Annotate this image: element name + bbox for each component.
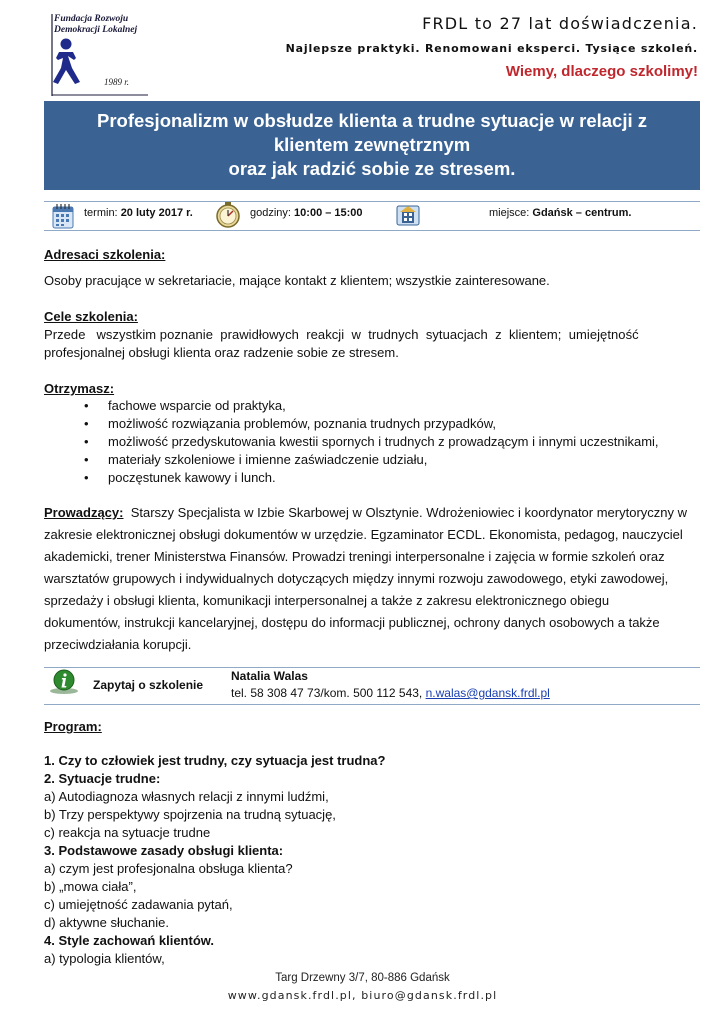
list-item: • możliwość rozwiązania problemów, poznania trudnych przypadków, — [84, 415, 659, 433]
logo-name-line1: Fundacja Rozwoju — [54, 14, 129, 24]
contact-phone: tel. 58 308 47 73/kom. 500 112 543, — [231, 686, 426, 700]
program-item: 2. Sytuacje trudne: — [44, 771, 161, 786]
program-list — [44, 752, 385, 968]
date-info — [84, 207, 193, 219]
date-label: termin: — [84, 207, 118, 219]
course-title-line3: oraz jak radzić sobie ze stresem. — [228, 158, 516, 179]
program-heading: Program: — [44, 719, 102, 734]
program-item: 4. Style zachowań klientów. — [44, 933, 215, 948]
list-item: • możliwość przedyskutowania kwestii spornych i trudnych z prowadzącym i innymi uczestnikami, — [84, 433, 659, 451]
list-item: • fachowe wsparcie od praktyka, — [84, 397, 659, 415]
program-item: a) Autodiagnoza własnych relacji z innymi ludźmi, — [44, 789, 329, 804]
benefits-list — [84, 397, 659, 487]
goals-text-line1: Przede wszystkim poznanie prawidłowych reakcji w trudnych sytuacjach z klientem; umiejętność — [44, 327, 639, 342]
info-icon — [48, 669, 80, 695]
course-title-line1: Profesjonalizm w obsłudze klienta a trudne sytuacje w relacji z — [96, 110, 648, 131]
trainer-text-2: akademicki, trener Ministerstwa Finansów. Prowadzi treningi interpersonalne i zajęcia w formie szkoleń oraz — [44, 549, 665, 564]
hours-value: 10:00 – 15:00 — [294, 207, 363, 219]
program-item: c) reakcja na sytuacje trudne — [44, 825, 211, 840]
hours-info — [250, 207, 363, 219]
audience-text: Osoby pracujące w sekretariacie, mające kontakt z klientem; wszystkie zainteresowane. — [44, 273, 550, 288]
goals-text-line2: profesjonalnej obsługi klienta oraz radzenie sobie ze stresem. — [44, 345, 399, 360]
program-item: a) typologia klientów, — [44, 951, 165, 966]
program-item: d) aktywne słuchanie. — [44, 915, 170, 930]
program-item: c) umiejętność zadawania pytań, — [44, 897, 233, 912]
trainer-line-0 — [44, 504, 687, 522]
logo-name-line2: Demokracji Lokalnej — [54, 25, 138, 35]
program-item: 3. Podstawowe zasady obsługi klienta: — [44, 843, 284, 858]
course-title-line2: klientem zewnętrznym — [273, 134, 471, 155]
place-value: Gdańsk – centrum. — [532, 207, 632, 219]
place-label: miejsce: — [489, 207, 530, 219]
program-item: a) czym jest profesjonalna obsługa klienta? — [44, 861, 293, 876]
hours-label: godziny: — [250, 207, 291, 219]
calendar-icon — [52, 203, 74, 229]
header-subtitle: Najlepsze praktyki. Renomowani eksperci. Tysiące szkoleń. — [285, 42, 698, 55]
footer-web: www.gdansk.frdl.pl, biuro@gdansk.frdl.pl — [227, 989, 498, 1002]
trainer-text-1: zakresie elektronicznej obsługi dokumentów w urzędzie. Egzaminator ECDL. Ekonomista, pedagog, nauczyciel — [44, 527, 683, 542]
location-building-icon — [396, 203, 420, 227]
contact-details — [231, 686, 550, 700]
place-info — [489, 207, 631, 219]
program-item: b) „mowa ciała”, — [44, 879, 137, 894]
trainer-text-4: sprzedaży i obsługi klienta, komunikacji interpersonalnej a także z zakresu elektronicznego obiegu — [44, 593, 610, 608]
benefits-heading: Otrzymasz: — [44, 381, 115, 396]
footer-address: Targ Drzewny 3/7, 80-886 Gdańsk — [275, 972, 450, 984]
trainer-heading: Prowadzący: — [44, 505, 124, 520]
trainer-text-3: warsztatów grupowych i indywidualnych dotyczących między innymi rozwoju zawodowego, etyki zawodowej, — [44, 571, 669, 586]
stopwatch-icon — [215, 202, 241, 228]
trainer-text-0: Starszy Specjalista w Izbie Skarbowej w Olsztynie. Wdrożeniowiec i koordynator merytoryczny w — [123, 505, 688, 520]
program-item: 1. Czy to człowiek jest trudny, czy sytuacja jest trudna? — [44, 753, 386, 768]
program-item: b) Trzy perspektywy spojrzenia na trudną sytuację, — [44, 807, 336, 822]
ask-about-training-label: Zapytaj o szkolenie — [93, 678, 204, 692]
contact-email-link[interactable]: n.walas@gdansk.frdl.pl — [425, 686, 550, 700]
course-title-banner — [44, 101, 700, 190]
trainer-text-6: przeciwdziałania korupcji. — [44, 637, 192, 652]
logo-year: 1989 r. — [104, 77, 130, 87]
audience-heading: Adresaci szkolenia: — [44, 247, 166, 262]
goals-heading: Cele szkolenia: — [44, 309, 138, 324]
contact-name: Natalia Walas — [231, 669, 308, 683]
header-title: FRDL to 27 lat doświadczenia. — [422, 14, 698, 33]
list-item: • materiały szkoleniowe i imienne zaświadczenie udziału, — [84, 451, 659, 469]
trainer-text-5: dokumentów, instrukcji kancelaryjnej, dostępu do informacji publicznej, ochrony danych osobowych a także — [44, 615, 660, 630]
date-value: 20 luty 2017 r. — [120, 207, 193, 219]
header-slogan: Wiemy, dlaczego szkolimy! — [505, 63, 698, 80]
list-item: • poczęstunek kawowy i lunch. — [84, 469, 659, 487]
